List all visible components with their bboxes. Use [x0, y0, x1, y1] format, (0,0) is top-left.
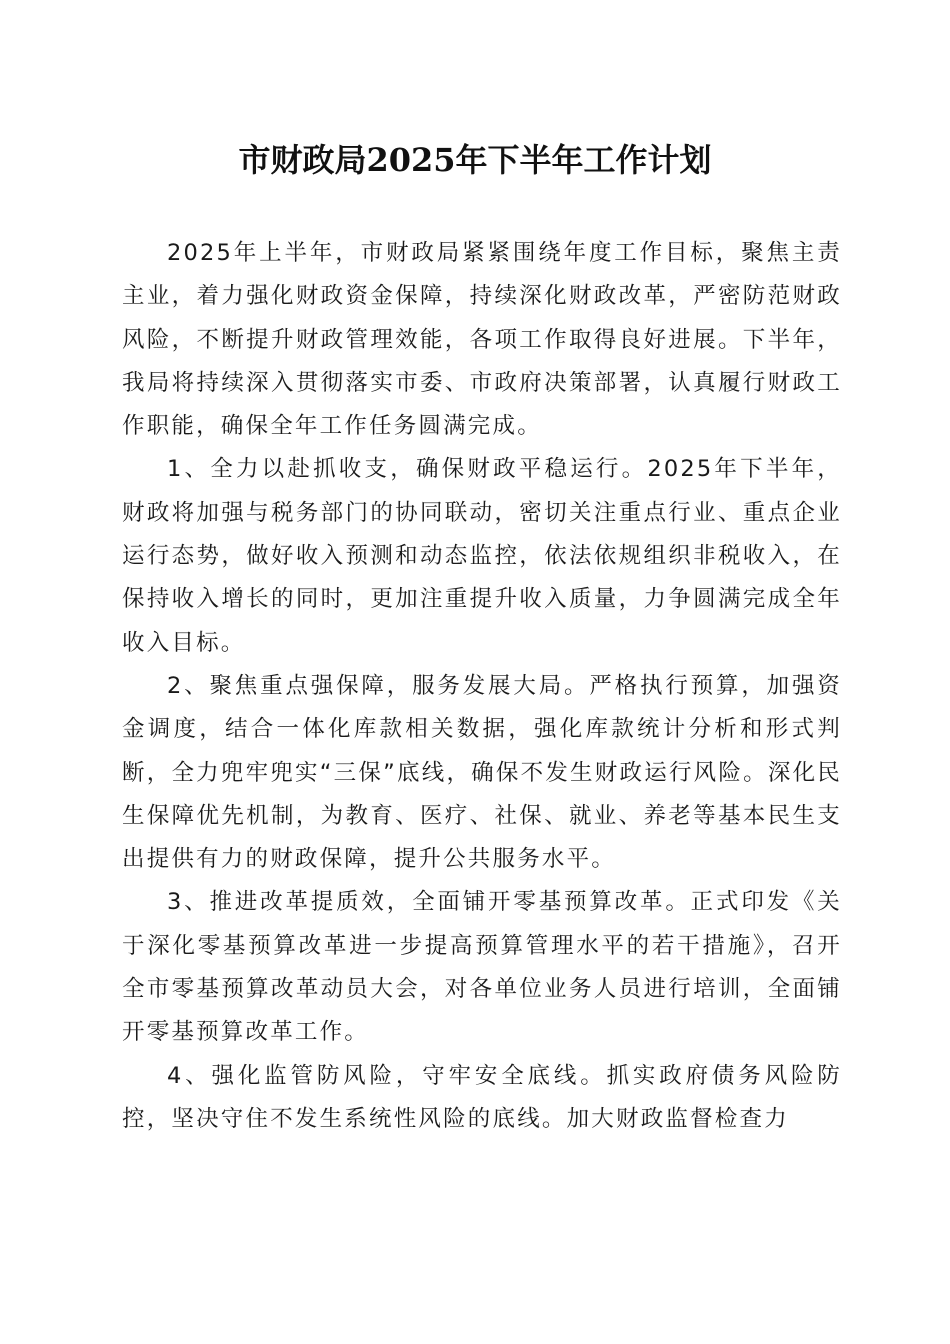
- paragraph-item-3: 3、推进改革提质效，全面铺开零基预算改革。正式印发《关于深化零基预算改革进一步提高预算管理水平的若干措施》，召开全市零基预算改革动员大会，对各单位业务人员进行培训，全面铺开零基预算改革工作。: [122, 889, 842, 1046]
- document-title: 市财政局2025年下半年工作计划: [238, 141, 712, 179]
- paragraph-item-1: 1、全力以赴抓收支，确保财政平稳运行。2025年下半年，财政将加强与税务部门的协同联动，密切关注重点行业、重点企业运行态势，做好收入预测和动态监控，依法依规组织非税收入，在保持收入增长的同时，更加注重提升收入质量，力争圆满完成全年收入目标。: [122, 456, 842, 656]
- paragraph-item-4: 4、强化监管防风险，守牢安全底线。抓实政府债务风险防控，坚决守住不发生系统性风险的底线。加大财政监督检查力: [122, 1062, 842, 1132]
- paragraph-item-2: 2、聚焦重点强保障，服务发展大局。严格执行预算，加强资金调度，结合一体化库款相关数据，强化库款统计分析和形式判断，全力兜牢兜实“三保”底线，确保不发生财政运行风险。深化民生保障优先机制，为教育、医疗、社保、就业、养老等基本民生支出提供有力的财政保障，提升公共服务水平。: [122, 672, 842, 873]
- paragraph-intro: 2025年上半年，市财政局紧紧围绕年度工作目标，聚焦主责主业，着力强化财政资金保障，持续深化财政改革，严密防范财政风险，不断提升财政管理效能，各项工作取得良好进展。下半年，我局将持续深入贯彻落实市委、市政府决策部署，认真履行财政工作职能，确保全年工作任务圆满完成。: [122, 240, 842, 440]
- document-body: [122, 232, 842, 1141]
